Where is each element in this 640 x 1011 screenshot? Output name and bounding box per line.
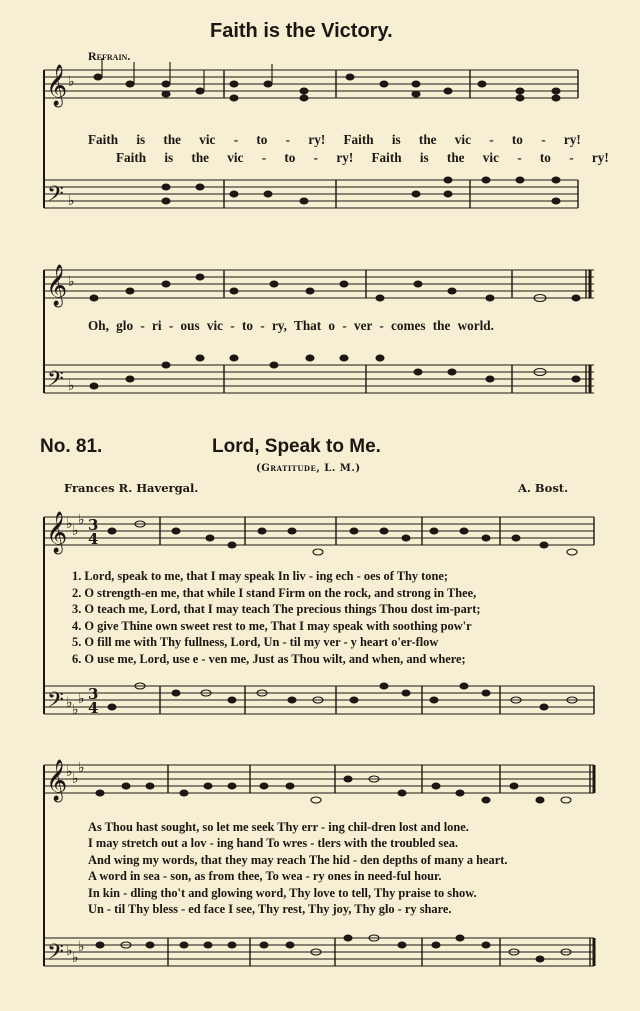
lyric-line-2: Faith is the vic - to - ry! Faith is the vic - to - ry! xyxy=(116,150,609,165)
svg-text:3: 3 xyxy=(88,685,99,703)
verses-block-b xyxy=(88,819,507,917)
verse-line: I may stretch out a lov - ing hand To wres - tlers with the troubled sea. xyxy=(88,836,459,851)
verse-line: 4. O give Thine own sweet rest to me, That I may speak with soothing pow'r xyxy=(72,618,472,633)
svg-text:♭: ♭ xyxy=(72,702,79,718)
svg-text:♭: ♭ xyxy=(66,516,73,532)
treble-clef-icon: 𝄞 xyxy=(46,65,68,106)
verses-block-a xyxy=(72,568,481,668)
svg-text:♭: ♭ xyxy=(72,950,79,966)
staff-3-treble xyxy=(44,517,594,545)
svg-text:♭: ♭ xyxy=(78,939,85,955)
verse-line: And wing my words, that they may reach The hid - den depths of many a heart. xyxy=(88,852,508,867)
svg-text:4: 4 xyxy=(88,699,99,717)
verse-line: 6. O use me, Lord, use e - ven me, Just as Thou wilt, and when, and where; xyxy=(72,651,466,666)
lyric-line-3: Oh, glo - ri - ous vic - to - ry, That o - ver - comes the world. xyxy=(88,318,494,333)
treble-clef-icon: 𝄞 xyxy=(46,512,68,553)
treble-clef-icon: 𝄞 xyxy=(46,265,68,306)
verse-line: As Thou hast sought, so let me seek Thy err - ing chil-dren lost and lone. xyxy=(88,820,469,834)
verse-line: 2. O strength-en me, that while I stand Firm on the rock, and strong in Thee, xyxy=(72,585,477,600)
tune-name: (Gratitude, L. M.) xyxy=(256,463,361,474)
staff-1-treble xyxy=(44,70,578,98)
bass-clef-icon: 𝄢 xyxy=(47,367,64,397)
svg-text:♭: ♭ xyxy=(78,691,85,707)
author-credit: Frances R. Havergal. xyxy=(64,481,199,495)
verse-line: 5. O fill me with Thy fullness, Lord, Un - til my ver - y heart o'er-flow xyxy=(72,635,439,650)
svg-text:♭: ♭ xyxy=(78,760,85,776)
bass-clef-icon: 𝄢 xyxy=(47,688,64,718)
verse-line: Un - til Thy bless - ed face I see, Thy rest, Thy joy, Thy glo - ry share. xyxy=(88,902,452,917)
hymn-title-lord: Lord, Speak to Me. xyxy=(212,436,381,457)
svg-text:♭: ♭ xyxy=(72,523,79,539)
bass-clef-icon: 𝄢 xyxy=(47,940,64,970)
verse-line: In kin - dling tho't and glowing word, Thy love to tell, Thy praise to show. xyxy=(88,885,477,900)
verse-line: 3. O teach me, Lord, that I may teach The precious things Thou dost im-part; xyxy=(72,602,481,617)
svg-text:4: 4 xyxy=(88,530,99,548)
hymn-number: No. 81. xyxy=(40,436,103,457)
verse-line: A word in sea - son, as from thee, To wea - ry ones in need-ful hour. xyxy=(88,869,442,884)
hymn-title-faith: Faith is the Victory. xyxy=(210,20,393,42)
svg-text:♭: ♭ xyxy=(66,943,73,959)
svg-text:♭: ♭ xyxy=(66,695,73,711)
verse-line: 1. Lord, speak to me, that I may speak In liv - ing ech - oes of Thy tone; xyxy=(72,569,448,583)
treble-clef-icon: 𝄞 xyxy=(46,760,68,801)
svg-text:♭: ♭ xyxy=(78,512,85,528)
svg-text:♭: ♭ xyxy=(68,274,75,290)
lyric-line-1: Faith is the vic - to - ry! Faith is the vic - to - ry! xyxy=(88,132,581,147)
composer-credit: A. Bost. xyxy=(518,481,569,495)
bass-clef-icon: 𝄢 xyxy=(47,182,64,212)
svg-text:♭: ♭ xyxy=(72,771,79,787)
svg-text:♭: ♭ xyxy=(68,193,75,209)
svg-text:♭: ♭ xyxy=(68,74,75,90)
svg-text:3: 3 xyxy=(88,516,99,534)
svg-text:♭: ♭ xyxy=(66,764,73,780)
clefs xyxy=(46,64,67,970)
final-bars xyxy=(590,270,594,966)
refrain-label: Refrain. xyxy=(88,49,131,63)
svg-text:♭: ♭ xyxy=(68,378,75,394)
staff-1-bass xyxy=(44,180,578,208)
